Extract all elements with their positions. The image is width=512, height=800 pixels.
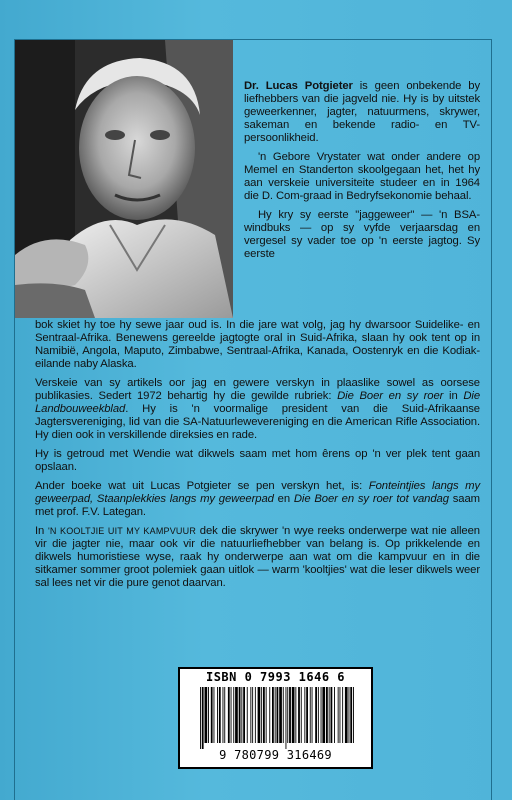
bio-intro-column — [244, 80, 480, 261]
barcode-bar — [287, 687, 288, 743]
barcode-bar — [295, 687, 296, 743]
barcode-bar — [338, 687, 339, 743]
barcode-bar — [310, 687, 311, 743]
barcode-bar — [326, 687, 328, 743]
barcode-bar — [353, 687, 354, 743]
barcode-bar — [345, 687, 348, 743]
barcode-bar — [233, 687, 234, 743]
bio-paragraph-5: Hy is getroud met Wendie wat dikwels saam met hom êrens op 'n ver plek tent gaan opslaan. — [35, 448, 480, 473]
barcode-bar — [269, 687, 270, 743]
barcode-bar — [286, 687, 287, 749]
barcode-bar — [315, 687, 317, 743]
barcode-bar — [340, 687, 341, 743]
barcode-bar — [275, 687, 276, 743]
barcode-number: 9 780799 316469 — [219, 748, 332, 762]
barcode-bar — [202, 687, 204, 749]
barcode-bar — [247, 687, 248, 743]
barcode-bar — [217, 687, 218, 743]
barcode-bar — [263, 687, 265, 743]
barcode-bar — [277, 687, 279, 743]
bio-paragraph-2: 'n Gebore Vrystater wat onder andere op Memel en Standerton skoolgegaan het, het hy aan verskeie universiteite studeer en in 1964 die D. Com-graad in Bedryfsekonomie behaal. — [244, 151, 480, 202]
barcode-bar — [322, 687, 325, 743]
barcode-bar — [261, 687, 262, 743]
barcode-bar — [214, 687, 215, 743]
barcode-bar — [255, 687, 256, 743]
barcode-bar — [231, 687, 232, 743]
barcode-bar — [342, 687, 343, 743]
bio-paragraph-1: Dr. Lucas Potgieter is geen onbekende by liefhebbers van die jagveld nie. Hy is by uitstek geweerkenner, jagter, natuurmens, skrywer, sakeman en bekende radio- en TV-persoonlikheid. — [244, 80, 480, 144]
bio-paragraph-3a: Hy kry sy eerste "jaggeweer" — 'n BSA-windbuks — op sy vyfde verjaarsdag en vergesel sy vader toe op 'n eerste jagtog. Sy eerste — [244, 209, 480, 260]
barcode-bar — [350, 687, 352, 743]
isbn-label: ISBN 0 7993 1646 6 — [205, 670, 346, 684]
bio-paragraph-4: Verskeie van sy artikels oor jag en gewere verskyn in plaaslike sowel as oorsese publikasies. Sedert 1972 behartig hy die gewilde rubriek: Die Boer en sy roer in Die Landbouweekblad. Hy is 'n voormalige president van die Suid-Afrikaanse Jagtersvereniging, lid van die SA-Natuurlewevereniging en die American Rifle Association. Hy dien ook in verskillende direksies en rade. — [35, 377, 481, 441]
barcode-bar — [321, 687, 322, 743]
author-portrait — [15, 40, 233, 318]
barcode-bar — [205, 687, 208, 743]
barcode-bar — [250, 687, 251, 743]
bio-full-width — [35, 319, 480, 596]
barcode-bar — [252, 687, 253, 743]
book-title: 'N KOOLTJIE UIT MY KAMPVUUR — [47, 526, 197, 536]
barcode-bar — [289, 687, 291, 743]
isbn-barcode-box — [178, 667, 373, 769]
barcode-bar — [279, 687, 282, 743]
author-name: Dr. Lucas Potgieter — [244, 80, 353, 92]
barcode — [198, 687, 358, 749]
bio-paragraph-7: In 'N KOOLTJIE UIT MY KAMPVUUR dek die skrywer 'n wye reeks onderwerpe wat nie alleen vir die jagter nie, maar ook vir die natuurliefhebber van belang is. Op prikkelende en dikwels humoristiese wyse, raak hy onderwerpe aan wat om die kampvuur en in die sitkamer sommer groot polemiek gaan uitlok — warm 'kooltjies' wat die leser dikwels weer sal lees net vir die pure genot daarvan. — [35, 525, 480, 589]
barcode-bar — [266, 687, 267, 743]
barcode-bar — [298, 687, 300, 743]
barcode-bar — [312, 687, 313, 743]
barcode-bar — [235, 687, 238, 743]
barcode-bar — [224, 687, 225, 743]
barcode-bar — [292, 687, 295, 743]
barcode-bar — [208, 687, 209, 743]
barcode-bar — [211, 687, 213, 743]
barcode-bar — [200, 687, 201, 749]
barcode-bar — [258, 687, 261, 743]
barcode-bar — [329, 687, 330, 743]
barcode-bar — [331, 687, 333, 743]
barcode-bar — [301, 687, 302, 743]
barcode-bar — [241, 687, 242, 743]
barcode-bar — [349, 687, 350, 743]
barcode-bar — [283, 687, 284, 743]
bio-paragraph-6: Ander boeke wat uit Lucas Potgieter se pen verskyn het, is: Fonteintjies langs my geweerpad, Staanplekkies langs my geweerpad en Die Boer en sy roer tot vandag saam met prof. F.V. Lategan. — [35, 480, 480, 518]
barcode-bar — [239, 687, 241, 743]
barcode-bar — [306, 687, 308, 743]
barcode-bar — [223, 687, 224, 743]
barcode-bar — [243, 687, 245, 743]
barcode-bar — [219, 687, 221, 743]
bio-paragraph-3b: bok skiet hy toe hy sewe jaar oud is. In die jare wat volg, jag hy dwarsoor Suidelike- en Sentraal-Afrika. Benewens gereelde jagtogte oral in Suid-Afrika, slaan hy ook tent op in Namibië, Angola, Maputo, Zimbabwe, Sentraal-Afrika, Kanada, Oostenryk en die Kodiak-eilande naby Alaska. — [35, 319, 480, 370]
barcode-bar — [272, 687, 274, 743]
barcode-bar — [304, 687, 305, 743]
barcode-bar — [318, 687, 319, 743]
barcode-bar — [334, 687, 335, 743]
barcode-bar — [228, 687, 230, 743]
